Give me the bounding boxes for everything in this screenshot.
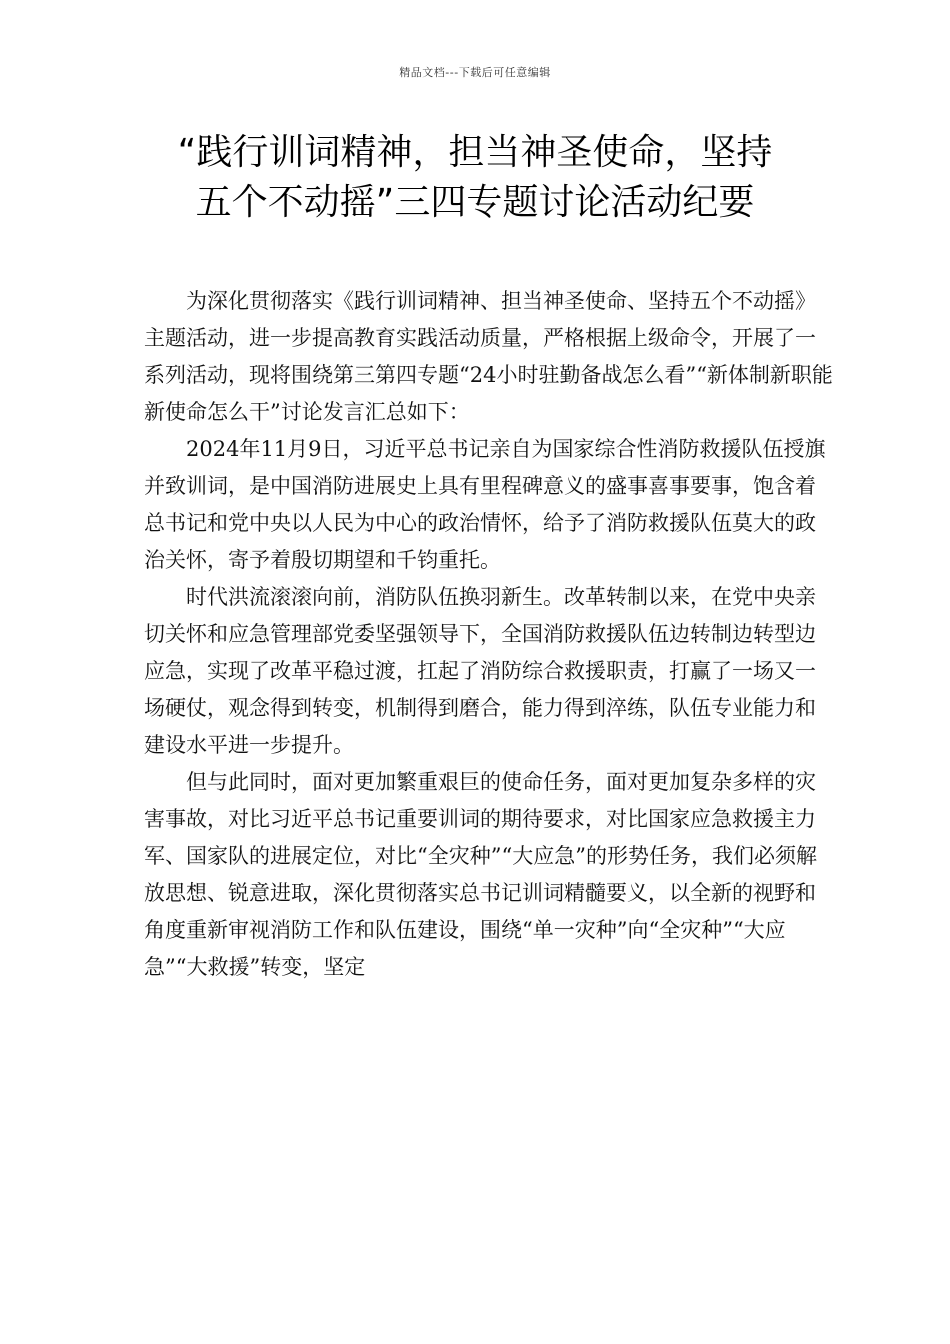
title-line-2: 五个不动摇”三四专题讨论活动纪要 xyxy=(195,182,755,223)
document-title xyxy=(120,128,830,228)
header-note: 精品文档---下载后可任意编辑 xyxy=(399,66,551,79)
paragraph-2: 2024年11月9日，习近平总书记亲自为国家综合性消防救援队伍授旗并致训词，是中国消防进展史上具有里程碑意义的盛事喜事要事，饱含着总书记和党中央以人民为中心的政治情怀，给予了消防救援队伍莫大的政治关怀，寄予着殷切期望和千钧重托。 xyxy=(144,437,826,572)
paragraph-3: 时代洪流滚滚向前，消防队伍换羽新生。改革转制以来，在党中央亲切关怀和应急管理部党委坚强领导下，全国消防救援队伍边转制边转型边应急，实现了改革平稳过渡，扛起了消防综合救援职责，打赢了一场又一场硬仗，观念得到转变，机制得到磨合，能力得到淬练，队伍专业能力和建设水平进一步提升。 xyxy=(144,585,816,757)
paragraph-4: 但与此同时，面对更加繁重艰巨的使命任务，面对更加复杂多样的灾害事故，对比习近平总书记重要训词的期待要求，对比国家应急救援主力军、国家队的进展定位，对比“全灾种”“大应急”的形势任务，我们必须解放思想、锐意进取，深化贯彻落实总书记训词精髓要义，以全新的视野和角度重新审视消防工作和队伍建设，围绕“单一灾种”向“全灾种”“大应急”“大救援”转变，坚定 xyxy=(144,770,817,979)
title-line-1: “践行训词精神，担当神圣使命，坚持 xyxy=(177,132,773,173)
document-body xyxy=(144,283,834,986)
paragraph-1: 为深化贯彻落实《践行训词精神、担当神圣使命、坚持五个不动摇》主题活动，进一步提高教育实践活动质量，严格根据上级命令，开展了一系列活动，现将围绕第三第四专题“24小时驻勤备战怎么看”“新体制新职能新使命怎么干”讨论发言汇总如下： xyxy=(144,289,833,424)
